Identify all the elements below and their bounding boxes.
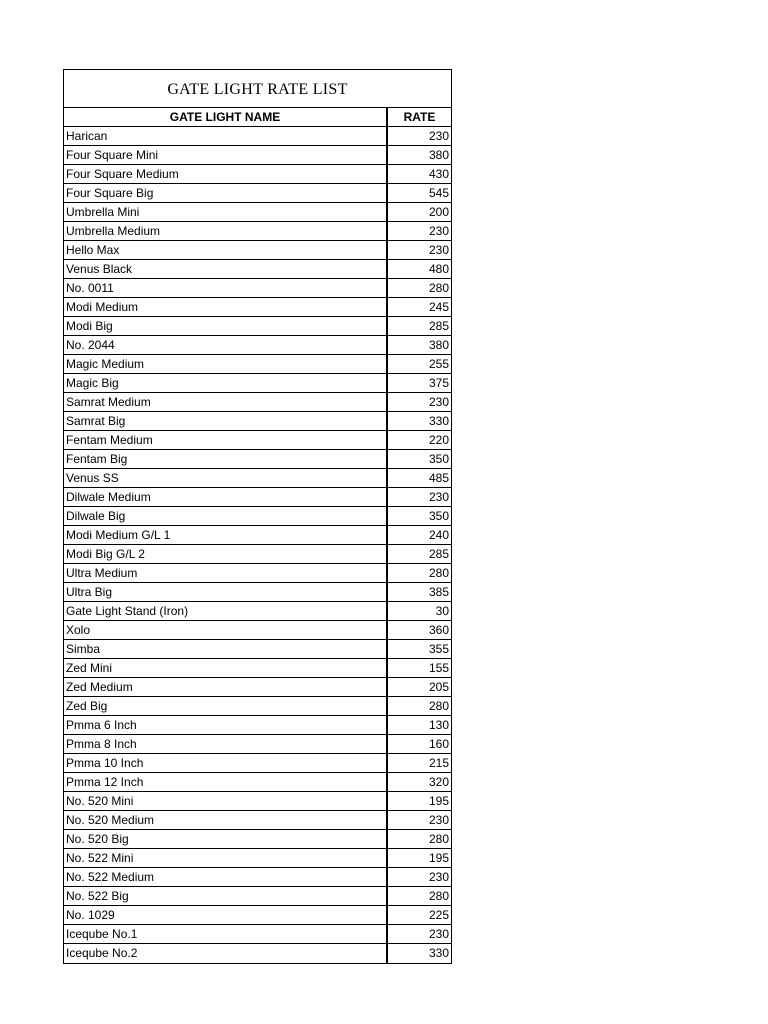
item-rate-cell: 130: [387, 716, 451, 735]
item-name-cell: Ultra Big: [64, 583, 387, 602]
table-row: [64, 583, 451, 602]
item-name-cell: No. 520 Big: [64, 830, 387, 849]
table-row: [64, 412, 451, 431]
item-rate-cell: 280: [387, 887, 451, 906]
item-name-cell: Zed Medium: [64, 678, 387, 697]
item-name-cell: Pmma 10 Inch: [64, 754, 387, 773]
item-name-cell: Magic Big: [64, 374, 387, 393]
table-row: [64, 944, 451, 963]
item-rate-cell: 380: [387, 336, 451, 355]
table-row: [64, 735, 451, 754]
table-row: [64, 165, 451, 184]
item-rate-cell: 225: [387, 906, 451, 925]
item-name-cell: Dilwale Medium: [64, 488, 387, 507]
item-name-cell: No. 0011: [64, 279, 387, 298]
item-name-cell: Iceqube No.1: [64, 925, 387, 944]
table-row: [64, 640, 451, 659]
item-name-cell: Venus Black: [64, 260, 387, 279]
table-row: [64, 260, 451, 279]
item-rate-cell: 155: [387, 659, 451, 678]
item-name-cell: Umbrella Medium: [64, 222, 387, 241]
item-name-cell: Modi Big G/L 2: [64, 545, 387, 564]
title-row: [64, 70, 451, 108]
item-name-cell: Gate Light Stand (Iron): [64, 602, 387, 621]
table-row: [64, 241, 451, 260]
table-row: [64, 792, 451, 811]
table-row: [64, 203, 451, 222]
item-name-cell: Fentam Big: [64, 450, 387, 469]
item-name-cell: No. 522 Big: [64, 887, 387, 906]
table-row: [64, 564, 451, 583]
table-row: [64, 488, 451, 507]
item-name-cell: Modi Big: [64, 317, 387, 336]
item-rate-cell: 350: [387, 450, 451, 469]
item-rate-cell: 230: [387, 127, 451, 146]
item-name-cell: Ultra Medium: [64, 564, 387, 583]
table-row: [64, 697, 451, 716]
table-row: [64, 526, 451, 545]
table-row: [64, 621, 451, 640]
table-row: [64, 431, 451, 450]
item-name-cell: Pmma 6 Inch: [64, 716, 387, 735]
item-rate-cell: 280: [387, 697, 451, 716]
table-row: [64, 393, 451, 412]
table-row: [64, 279, 451, 298]
header-row: [64, 108, 451, 127]
item-name-cell: No. 1029: [64, 906, 387, 925]
table-row: [64, 868, 451, 887]
item-name-cell: Modi Medium G/L 1: [64, 526, 387, 545]
item-rate-cell: 195: [387, 792, 451, 811]
item-rate-cell: 245: [387, 298, 451, 317]
table-body: [64, 127, 451, 963]
item-rate-cell: 200: [387, 203, 451, 222]
table-row: [64, 469, 451, 488]
item-rate-cell: 215: [387, 754, 451, 773]
item-rate-cell: 230: [387, 393, 451, 412]
table-row: [64, 355, 451, 374]
item-name-cell: Venus SS: [64, 469, 387, 488]
table-row: [64, 887, 451, 906]
table-row: [64, 374, 451, 393]
item-name-cell: Fentam Medium: [64, 431, 387, 450]
item-rate-cell: 205: [387, 678, 451, 697]
item-rate-cell: 485: [387, 469, 451, 488]
item-name-cell: Four Square Mini: [64, 146, 387, 165]
table-row: [64, 773, 451, 792]
item-rate-cell: 280: [387, 830, 451, 849]
item-rate-cell: 280: [387, 279, 451, 298]
item-name-cell: Four Square Big: [64, 184, 387, 203]
item-name-cell: Pmma 12 Inch: [64, 773, 387, 792]
item-rate-cell: 230: [387, 241, 451, 260]
rate-list-sheet: [63, 69, 452, 964]
item-rate-cell: 230: [387, 925, 451, 944]
item-rate-cell: 375: [387, 374, 451, 393]
item-rate-cell: 545: [387, 184, 451, 203]
item-rate-cell: 330: [428, 946, 449, 961]
table-row: [64, 317, 451, 336]
item-name-cell: No. 520 Medium: [64, 811, 387, 830]
item-rate-cell: 30: [387, 602, 451, 621]
item-name-cell: No. 522 Mini: [64, 849, 387, 868]
item-rate-cell: 480: [387, 260, 451, 279]
item-name-cell: Umbrella Mini: [64, 203, 387, 222]
table-row: [64, 222, 451, 241]
item-rate-cell: 220: [387, 431, 451, 450]
item-rate-cell: 195: [387, 849, 451, 868]
column-header-rate: RATE: [387, 108, 451, 127]
column-header-name: GATE LIGHT NAME: [64, 108, 387, 127]
item-rate-cell: 350: [387, 507, 451, 526]
page-title: GATE LIGHT RATE LIST: [167, 80, 348, 98]
item-name-cell: Modi Medium: [64, 298, 387, 317]
item-name-cell: Four Square Medium: [64, 165, 387, 184]
item-rate-cell: 230: [387, 811, 451, 830]
item-rate-cell: 285: [387, 317, 451, 336]
item-rate-cell: 255: [387, 355, 451, 374]
item-name-cell: Dilwale Big: [64, 507, 387, 526]
rate-table: [64, 108, 451, 963]
item-rate-cell: 160: [387, 735, 451, 754]
item-rate-cell: 230: [387, 868, 451, 887]
item-rate-cell: 330: [387, 412, 451, 431]
table-row: [64, 507, 451, 526]
item-rate-cell: 230: [387, 488, 451, 507]
table-row: [64, 659, 451, 678]
item-name-cell: Harican: [64, 127, 387, 146]
item-name-cell: Zed Mini: [64, 659, 387, 678]
item-name-cell: Samrat Big: [64, 412, 387, 431]
table-row: [64, 127, 451, 146]
item-name-cell: Zed Big: [64, 697, 387, 716]
table-row: [64, 906, 451, 925]
table-row: [64, 678, 451, 697]
table-row: [64, 925, 451, 944]
table-row: [64, 336, 451, 355]
item-rate-cell: 385: [387, 583, 451, 602]
item-rate-cell: 320: [387, 773, 451, 792]
item-rate-cell: 285: [387, 545, 451, 564]
item-name-cell: Pmma 8 Inch: [64, 735, 387, 754]
table-row: [64, 184, 451, 203]
item-rate-cell: 360: [387, 621, 451, 640]
item-name-cell: Samrat Medium: [64, 393, 387, 412]
table-row: [64, 849, 451, 868]
item-rate-cell: 355: [387, 640, 451, 659]
item-rate-cell: 280: [387, 564, 451, 583]
item-name-cell: No. 522 Medium: [64, 868, 387, 887]
table-row: [64, 811, 451, 830]
table-row: [64, 545, 451, 564]
table-row: [64, 754, 451, 773]
item-rate-cell: 240: [387, 526, 451, 545]
table-row: [64, 602, 451, 621]
table-row: [64, 450, 451, 469]
table-row: [64, 716, 451, 735]
item-name-cell: No. 2044: [64, 336, 387, 355]
item-name-cell: Iceqube No.2: [64, 944, 387, 963]
table-row: [64, 830, 451, 849]
table-row: [64, 298, 451, 317]
item-rate-cell: 430: [387, 165, 451, 184]
item-name-cell: Magic Medium: [64, 355, 387, 374]
item-name-cell: No. 520 Mini: [64, 792, 387, 811]
item-name-cell: Xolo: [64, 621, 387, 640]
item-name-cell: Simba: [64, 640, 387, 659]
item-rate-cell: 230: [387, 222, 451, 241]
item-rate-cell: 380: [387, 146, 451, 165]
table-row: [64, 146, 451, 165]
item-name-cell: Hello Max: [64, 241, 387, 260]
